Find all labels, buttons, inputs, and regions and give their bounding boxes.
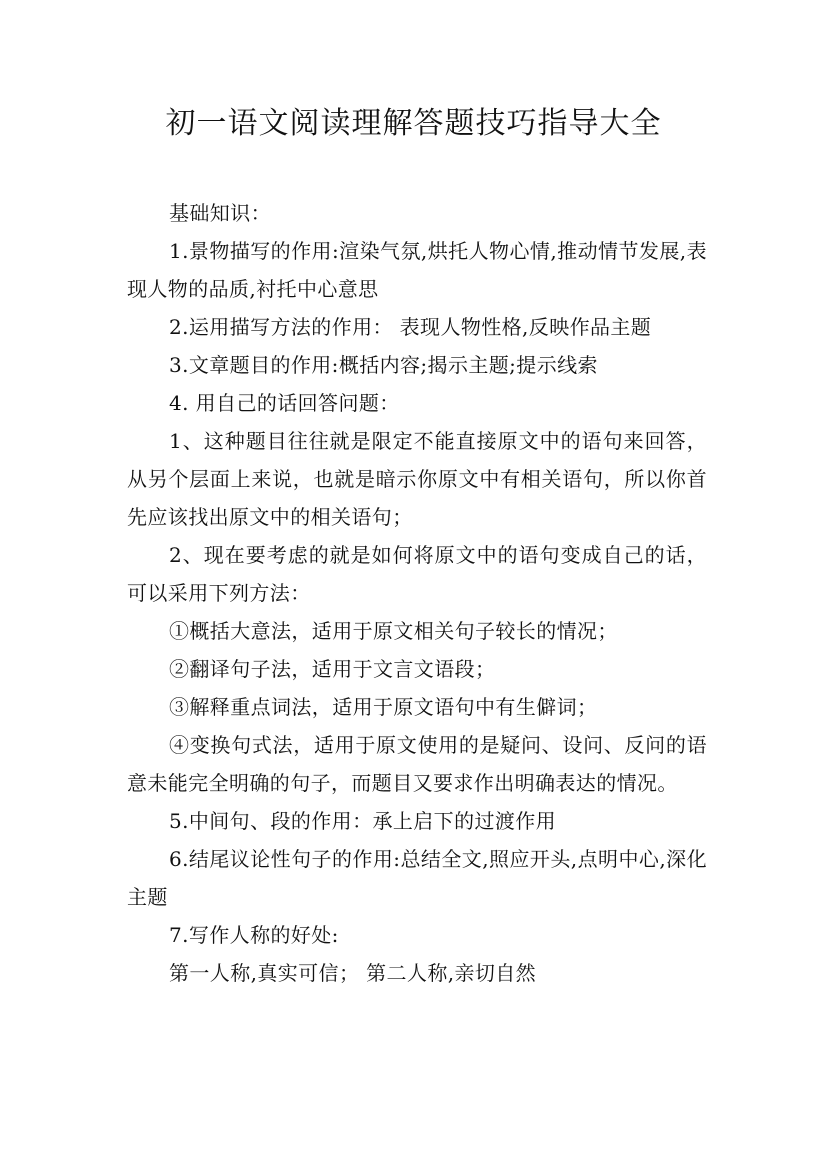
paragraph-method-key-words: ③解释重点词法，适用于原文语句中有生僻词；	[169, 695, 598, 719]
paragraph-narrative-person-heading: 7.写作人称的好处:	[169, 923, 339, 947]
paragraph-scenery-description: 1.景物描写的作用:渲染气氛,烘托人物心情,推动情节发展,表现人物的品质,衬托中心意思	[127, 239, 707, 301]
paragraph-method-summary: ①概括大意法，适用于原文相关句子较长的情况；	[169, 619, 618, 643]
document-title: 初一语文阅读理解答题技巧指导大全	[165, 106, 662, 141]
paragraph-method-translate: ②翻译句子法，适用于文言文语段；	[169, 657, 496, 681]
paragraph-own-words-heading: 4. 用自己的话回答问题：	[169, 391, 400, 415]
paragraph-basic-knowledge-heading: 基础知识：	[169, 201, 271, 225]
paragraph-article-title: 3.文章题目的作用:概括内容;揭示主题;提示线索	[169, 353, 598, 377]
paragraph-description-methods: 2.运用描写方法的作用： 表现人物性格,反映作品主题	[169, 315, 652, 339]
paragraph-own-words-step-2: 2、现在要考虑的就是如何将原文中的语句变成自己的话，可以采用下列方法：	[127, 543, 707, 605]
paragraph-method-sentence-change: ④变换句式法，适用于原文使用的是疑问、设问、反问的语意未能完全明确的句子，而题目又要求作出明确表达的情况。	[127, 733, 707, 795]
paragraph-ending-sentence: 6.结尾议论性句子的作用:总结全文,照应开头,点明中心,深化主题	[127, 847, 707, 909]
paragraph-narrative-person: 第一人称,真实可信； 第二人称,亲切自然	[169, 961, 537, 985]
document-body	[127, 194, 707, 992]
paragraph-middle-sentence: 5.中间句、段的作用：承上启下的过渡作用	[169, 809, 557, 833]
paragraph-own-words-step-1: 1、这种题目往往就是限定不能直接原文中的语句来回答，从另个层面上来说，也就是暗示你原文中有相关语句，所以你首先应该找出原文中的相关语句；	[127, 429, 707, 529]
